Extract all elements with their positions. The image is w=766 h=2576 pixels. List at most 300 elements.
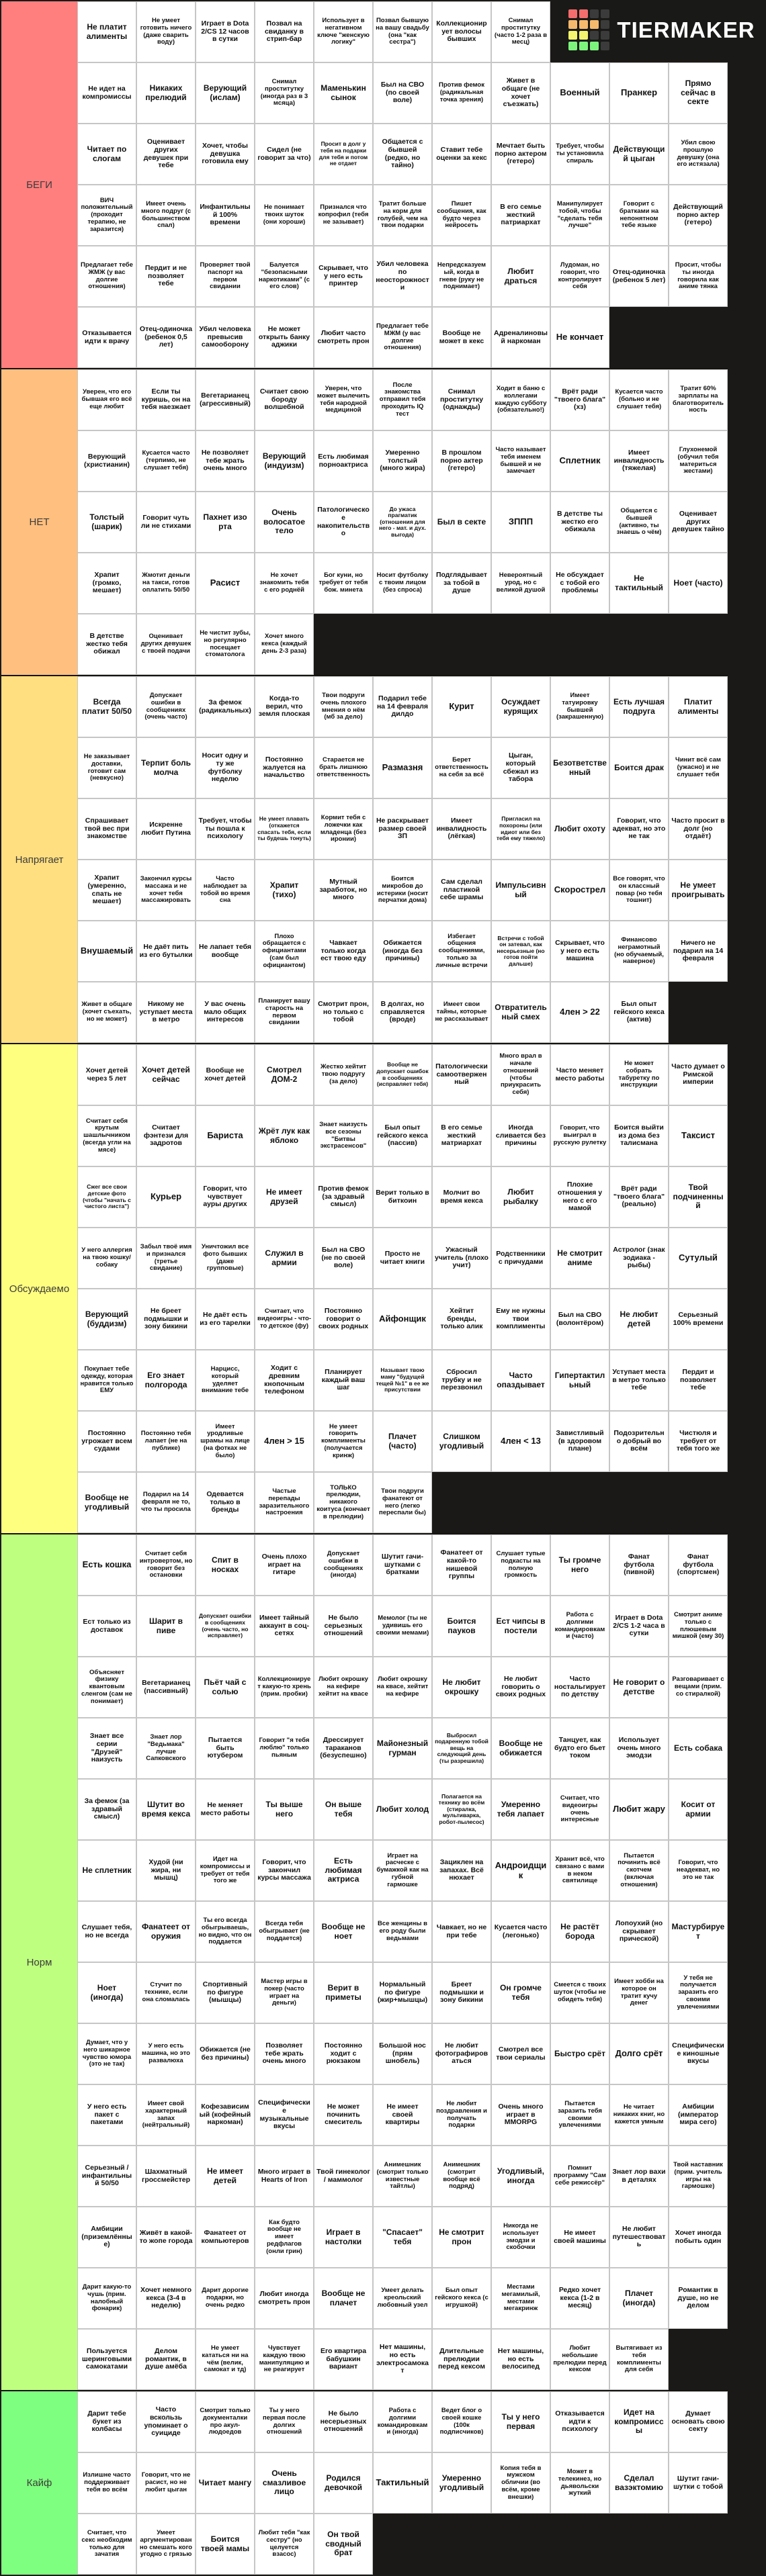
tier-cell[interactable]: 4лен < 13: [491, 1411, 550, 1472]
tier-cell[interactable]: Есть любимая актриса: [314, 1840, 373, 1901]
tier-cell[interactable]: Есть любимая порноактриса: [314, 430, 373, 492]
tier-cell[interactable]: Угодливый, иногда: [491, 2146, 550, 2207]
tier-cell[interactable]: Частые перепады заразительного настроения: [255, 1472, 314, 1533]
tier-cell[interactable]: Бреет подмышки и зону бикини: [432, 1962, 491, 2023]
tier-cell[interactable]: Манипулирует тобой, чтобы "сделать тебя лучше": [550, 185, 609, 246]
tier-cell[interactable]: Не позволяет тебе жрать очень много: [196, 430, 255, 492]
tier-cell[interactable]: Не бреет подмышки и зону бикини: [136, 1289, 196, 1350]
tier-cell[interactable]: За фемок (радикальных): [196, 676, 255, 737]
tier-cell[interactable]: Патологическое накопительство: [314, 492, 373, 553]
tier-cell[interactable]: Любит небольшие прелюдии перед кексом: [550, 2329, 609, 2390]
tier-cell[interactable]: Играет на расческе с бумажкой как на губной гармошке: [373, 1840, 432, 1901]
tier-cell[interactable]: Смотрел ДОМ-2: [255, 1044, 314, 1105]
tier-cell[interactable]: Уничтожил все фото бывших (даже групповые): [196, 1228, 255, 1289]
tier-cell[interactable]: Встречи с тобой он затевал, как несерьезные (но готов пойти дальше): [491, 921, 550, 982]
tier-cell[interactable]: Боится микробов до истерики (носит перчатки дома): [373, 860, 432, 921]
tier-cell[interactable]: Называет твою маму "будущей тещей №1" в ее же присутствии: [373, 1350, 432, 1411]
tier-cell[interactable]: Ты выше него: [255, 1779, 314, 1840]
tier-cell[interactable]: Имеет инвалидность (лёгкая): [432, 798, 491, 860]
tier-cell[interactable]: Живет в общаге (не хочет съезжать): [491, 62, 550, 124]
tier-cell[interactable]: Ты его всегда обыгрываешь, но видно, что он поддается: [196, 1901, 255, 1962]
tier-cell[interactable]: Умеет аргументированно смешать кого угодно с грязью: [136, 2514, 196, 2575]
tier-cell[interactable]: Подарил тебе на 14 февраля дилдо: [373, 676, 432, 737]
tier-cell[interactable]: Не имеет друзей: [255, 1166, 314, 1228]
tier-cell[interactable]: Ты у него первая после долгих отношений: [255, 2391, 314, 2452]
tier-cell[interactable]: Убил человека по неосторожности: [373, 246, 432, 307]
tier-cell[interactable]: Действующий порно актер (гетеро): [669, 185, 728, 246]
tier-cell[interactable]: Худой (ни жира, ни мышц): [136, 1840, 196, 1901]
tier-cell[interactable]: Не кончает: [550, 307, 609, 368]
tier-cell[interactable]: У него аллергия на твою кошку/собаку: [77, 1228, 136, 1289]
tier-cell[interactable]: Таксист: [669, 1105, 728, 1166]
tier-cell[interactable]: Не умеет готовить ничего (даже сварить воду): [136, 1, 196, 62]
tier-cell[interactable]: Тратит больше на корм для голубей, чем на твои подарки: [373, 185, 432, 246]
tier-cell[interactable]: Знает все серии "Друзей" наизусть: [77, 1718, 136, 1779]
tier-cell[interactable]: Родственники с причудами: [491, 1228, 550, 1289]
tier-cell[interactable]: Майонезный гурман: [373, 1718, 432, 1779]
tier-cell[interactable]: Чувствует каждую твою манипуляцию и не реагирует: [255, 2329, 314, 2390]
tier-cell[interactable]: После знакомства отправил тебя проходить IQ тест: [373, 369, 432, 430]
tier-cell[interactable]: Не платит алименты: [77, 1, 136, 62]
tier-cell[interactable]: Коллекционирует волосы бывших: [432, 1, 491, 62]
tier-cell[interactable]: Отказывается идти к психологу: [550, 2391, 609, 2452]
tier-cell[interactable]: Невероятный урод, но с великой душой: [491, 553, 550, 614]
tier-cell[interactable]: Плохо обращается с официантами (сам был официантом): [255, 921, 314, 982]
tier-cell[interactable]: Разговаривает с вещами (прим. со стиралкой): [669, 1657, 728, 1718]
tier-cell[interactable]: Твой подчиненный: [669, 1166, 728, 1228]
tier-cell[interactable]: Кусается часто (больно и не слушает тебя): [609, 369, 669, 430]
tier-cell[interactable]: Имеет свои тайны, которые не рассказывает: [432, 982, 491, 1043]
tier-cell[interactable]: Не было серьезных отношений: [314, 1596, 373, 1657]
tier-cell[interactable]: Ты у него первая: [491, 2391, 550, 2452]
tier-cell[interactable]: Закончил курсы массажа и не хочет тебя массажировать: [136, 860, 196, 921]
tier-cell[interactable]: Верующий (индуизм): [255, 430, 314, 492]
tier-cell[interactable]: Бариста: [196, 1105, 255, 1166]
tier-cell[interactable]: Адреналиновый наркоман: [491, 307, 550, 368]
tier-cell[interactable]: Допускает ошибки в сообщениях (очень часто, но исправляет): [196, 1596, 255, 1657]
tier-cell[interactable]: Финансово неграмотный (но обучаемый, наверное): [609, 921, 669, 982]
tier-cell[interactable]: Много врал в начале отношений (чтобы приукрасить себя): [491, 1044, 550, 1105]
tier-cell[interactable]: Быстро срёт: [550, 2023, 609, 2084]
tier-cell[interactable]: Говорит, что адекват, но это не так: [609, 798, 669, 860]
tier-cell[interactable]: Излишне часто поддерживает тебя во всём: [77, 2452, 136, 2514]
tier-cell[interactable]: Кусается часто (терпимо, не слушает тебя): [136, 430, 196, 492]
tier-cell[interactable]: Вообще не ноет: [314, 1901, 373, 1962]
tier-cell[interactable]: Жестко хейтит твою подругу (за дело): [314, 1044, 373, 1105]
tier-cell[interactable]: Не лапает тебя вообще: [196, 921, 255, 982]
tier-cell[interactable]: Никогда не использует эмодзи и скобочки: [491, 2207, 550, 2268]
tier-cell[interactable]: Любит жару: [609, 1779, 669, 1840]
tier-cell[interactable]: Внушаемый: [77, 921, 136, 982]
tier-cell[interactable]: Уверен, что его бывшая его всё еще любит: [77, 369, 136, 430]
tier-cell[interactable]: Отказывается идти к врачу: [77, 307, 136, 368]
tier-cell[interactable]: Помнит программу "Сам себе режиссёр": [550, 2146, 609, 2207]
tier-cell[interactable]: Храпит (тихо): [255, 860, 314, 921]
tier-cell[interactable]: Не чистит зубы, но регулярно посещает стоматолога: [196, 614, 255, 675]
tier-cell[interactable]: Хейтит бренды, только алик: [432, 1289, 491, 1350]
tier-cell[interactable]: Часто вскользь упоминает о суициде: [136, 2391, 196, 2452]
tier-cell[interactable]: В его семье жесткий матриархат: [432, 1105, 491, 1166]
tier-cell[interactable]: Часто думает о Римской империи: [669, 1044, 728, 1105]
tier-cell[interactable]: Не даёт пить из его бутылки: [136, 921, 196, 982]
tier-cell[interactable]: Старается не брать лишнюю ответственность: [314, 737, 373, 798]
tier-cell[interactable]: Имеет хобби на которое он тратит кучу денег: [609, 1962, 669, 2023]
tier-cell[interactable]: Никому не уступает места в метро: [136, 982, 196, 1043]
tier-cell[interactable]: У тебя не получается заразить его своими увлечениями: [669, 1962, 728, 2023]
tier-cell[interactable]: Часто меняет место работы: [550, 1044, 609, 1105]
tier-cell[interactable]: Живет в общаге (хочет съехать, но не может): [77, 982, 136, 1043]
tier-cell[interactable]: Знает наизусть все сезоны "Битвы экстрасенсов": [314, 1105, 373, 1166]
tier-cell[interactable]: Очень плохо играет на гитаре: [255, 1534, 314, 1596]
tier-cell[interactable]: Использует в негативном ключе "женскую логику": [314, 1, 373, 62]
tier-cell[interactable]: Читает мангу: [196, 2452, 255, 2514]
tier-cell[interactable]: Живёт в какой-то жопе города: [136, 2207, 196, 2268]
tier-cell[interactable]: Был опыт гейского кекса (актив): [609, 982, 669, 1043]
tier-cell[interactable]: Серьезный 100% времени: [669, 1289, 728, 1350]
tier-cell[interactable]: Может в телекинез, но дьявольски жуткий: [550, 2452, 609, 2514]
tier-cell[interactable]: Считает, что видеоигры очень интересные: [550, 1779, 609, 1840]
tier-cell[interactable]: Часто называет тебя именем бывшей и не замечает: [491, 430, 550, 492]
tier-cell[interactable]: Вообще не плачет: [314, 2268, 373, 2329]
tier-cell[interactable]: Боится пауков: [432, 1596, 491, 1657]
tier-cell[interactable]: Часто наблюдает за тобой во время сна: [196, 860, 255, 921]
tier-cell[interactable]: Андроидщик: [491, 1840, 550, 1901]
tier-cell[interactable]: Пердит и позволяет тебе: [669, 1350, 728, 1411]
tier-cell[interactable]: Платит алименты: [669, 676, 728, 737]
tier-cell[interactable]: Не может починить смеситель: [314, 2084, 373, 2146]
tier-cell[interactable]: Снимал проститутку (иногда раз в 3 мсяца): [255, 62, 314, 124]
tier-cell[interactable]: Дарит тебе букет из колбасы: [77, 2391, 136, 2452]
tier-cell[interactable]: Любит рыбалку: [491, 1166, 550, 1228]
tier-cell[interactable]: Ест только из доставок: [77, 1596, 136, 1657]
tier-cell[interactable]: Берет ответственность на себя за всё: [432, 737, 491, 798]
tier-cell[interactable]: Балуется "безопасными наркотиками" (с его слов): [255, 246, 314, 307]
tier-cell[interactable]: Импульсивный: [491, 860, 550, 921]
tier-cell[interactable]: Дарит дорогие подарки, но очень редко: [196, 2268, 255, 2329]
tier-cell[interactable]: Большой нос (прям шнобель): [373, 2023, 432, 2084]
tier-cell[interactable]: Умеренно тебя лапает: [491, 1779, 550, 1840]
tier-cell[interactable]: Говорит "я тебя люблю" только пьяным: [255, 1718, 314, 1779]
tier-cell[interactable]: Обижается (иногда без причины): [373, 921, 432, 982]
tier-cell[interactable]: Против фемок (за здравый смысл): [314, 1166, 373, 1228]
tier-cell[interactable]: Пытается быть ютубером: [196, 1718, 255, 1779]
tier-cell[interactable]: Верующий (ислам): [196, 62, 255, 124]
tier-cell[interactable]: Планирует каждый ваш шаг: [314, 1350, 373, 1411]
tier-cell[interactable]: Выбросил подаренную тобой вещь на следующий день (ты разрешила): [432, 1718, 491, 1779]
tier-cell[interactable]: Пригласил на похороны (или идиот или без тебя ему тяжело): [491, 798, 550, 860]
tier-cell[interactable]: Нет машины, но есть велосипед: [491, 2329, 550, 2390]
tier-cell[interactable]: Романтик в душе, но не делом: [669, 2268, 728, 2329]
tier-cell[interactable]: Верующий (христианин): [77, 430, 136, 492]
tier-cell[interactable]: Завистливый (в здоровом плане): [550, 1411, 609, 1472]
tier-cell[interactable]: Смотрел все твои сериалы: [491, 2023, 550, 2084]
tier-cell[interactable]: Он громче тебя: [491, 1962, 550, 2023]
tier-cell[interactable]: Убил свою прошлую девушку (она его истязала): [669, 124, 728, 185]
tier-cell[interactable]: Редко хочет кекса (1-2 в месяц): [550, 2268, 609, 2329]
tier-cell[interactable]: Вегетарианец (агрессивный): [196, 369, 255, 430]
tier-cell[interactable]: Шахматный гроссмейстер: [136, 2146, 196, 2207]
tier-cell[interactable]: 4лен > 22: [550, 982, 609, 1043]
tier-cell[interactable]: Инфантильный 100% времени: [196, 185, 255, 246]
tier-cell[interactable]: Был на СВО (не по своей воле): [314, 1228, 373, 1289]
tier-cell[interactable]: Фанатеет от какой-то нишевой группы: [432, 1534, 491, 1596]
tier-cell[interactable]: Ему не нужны твои комплименты: [491, 1289, 550, 1350]
tier-cell[interactable]: Маменькин сынок: [314, 62, 373, 124]
tier-cell[interactable]: Цыган, который сбежал из табора: [491, 737, 550, 798]
tier-cell[interactable]: В детстве ты жестко его обижала: [550, 492, 609, 553]
tier-cell[interactable]: Имеет тайный аккаунт в соц-сетях: [255, 1596, 314, 1657]
tier-cell[interactable]: Не умеет кататься ни на чём (велик, самокат и тд): [196, 2329, 255, 2390]
tier-cell[interactable]: Умеренно толстый (много жира): [373, 430, 432, 492]
tier-cell[interactable]: Допускает ошибки в сообщениях (очень часто): [136, 676, 196, 737]
tier-cell[interactable]: Ноет (иногда): [77, 1962, 136, 2023]
tier-cell[interactable]: Считает себя интровертом, но говорит без остановки: [136, 1534, 196, 1596]
tier-cell[interactable]: Всегда тебя обыгрывает (не поддается): [255, 1901, 314, 1962]
tier-cell[interactable]: Копия тебя в мужском обличии (во всём, кроме внешки): [491, 2452, 550, 2514]
tier-cell[interactable]: Проверяет твой паспорт на первом свидании: [196, 246, 255, 307]
tier-cell[interactable]: Не тактильный: [609, 553, 669, 614]
tier-cell[interactable]: За фемок (за здравый смысл): [77, 1779, 136, 1840]
tier-cell[interactable]: Есть собака: [669, 1718, 728, 1779]
tier-cell[interactable]: Нет машины, но есть электросамокат: [373, 2329, 432, 2390]
tier-cell[interactable]: Не любит путешествовать: [609, 2207, 669, 2268]
tier-cell[interactable]: Непредсказуемый, когда в гневе (руку не поднимает): [432, 246, 491, 307]
tier-cell[interactable]: Вообще не угодливый: [77, 1472, 136, 1533]
tier-cell[interactable]: Вообще не обижается: [491, 1718, 550, 1779]
tier-cell[interactable]: Сбросил трубку и не перезвонил: [432, 1350, 491, 1411]
tier-cell[interactable]: Кусается часто (легонько): [491, 1901, 550, 1962]
tier-cell[interactable]: Фанат футбола (спортсмен): [669, 1534, 728, 1596]
tier-cell[interactable]: Размазня: [373, 737, 432, 798]
tier-cell[interactable]: Допускает ошибки в сообщениях (иногда): [314, 1534, 373, 1596]
tier-cell[interactable]: Шарит в пиве: [136, 1596, 196, 1657]
tier-cell[interactable]: Не растёт борода: [550, 1901, 609, 1962]
tier-cell[interactable]: Смотрит только документалки про акул-людоедов: [196, 2391, 255, 2452]
tier-cell[interactable]: Оценивает других девушек при тебе: [136, 124, 196, 185]
tier-cell[interactable]: Ест чипсы в постели: [491, 1596, 550, 1657]
tier-cell[interactable]: Патологически самоотверженный: [432, 1044, 491, 1105]
tier-cell[interactable]: Считает себя крутым шашлычником (всегда угли на мясе): [77, 1105, 136, 1166]
tier-cell[interactable]: Глухонемой (обучил тебя материться жестами): [669, 430, 728, 492]
tier-cell[interactable]: Служил в армии: [255, 1228, 314, 1289]
tier-cell[interactable]: Общается с бывшей (редко, но тайно): [373, 124, 432, 185]
tier-cell[interactable]: Мемолог (ты не удивишь его своими мемами): [373, 1596, 432, 1657]
tier-cell[interactable]: Не умеет говорить комплименты (получается кринж): [314, 1411, 373, 1472]
tier-cell[interactable]: Не любит детей: [609, 1289, 669, 1350]
tier-cell[interactable]: Не имеет детей: [196, 2146, 255, 2207]
tier-cell[interactable]: Он выше тебя: [314, 1779, 373, 1840]
tier-cell[interactable]: Не имеет своей машины: [550, 2207, 609, 2268]
tier-cell[interactable]: Тактильный: [373, 2452, 432, 2514]
tier-cell[interactable]: Не раскрывает размер своей ЗП: [373, 798, 432, 860]
tier-cell[interactable]: Плачет (иногда): [609, 2268, 669, 2329]
tier-cell[interactable]: Осуждает курящих: [491, 676, 550, 737]
tier-cell[interactable]: Спортивный по фигуре (мышцы): [196, 1962, 255, 2023]
tier-cell[interactable]: Требует, чтобы ты установила спираль: [550, 124, 609, 185]
tier-cell[interactable]: Позвал на свиданку в стрип-бар: [255, 1, 314, 62]
tier-cell[interactable]: Ноет (часто): [669, 553, 728, 614]
tier-cell[interactable]: Твой гинеколог / маммолог: [314, 2146, 373, 2207]
tier-cell[interactable]: Говорит, что не расист, но не любит цыган: [136, 2452, 196, 2514]
tier-cell[interactable]: Убил человека превысив самооборону: [196, 307, 255, 368]
tiermaker-logo[interactable]: [558, 0, 766, 60]
tier-cell[interactable]: Считает фэнтези для задротов: [136, 1105, 196, 1166]
tier-cell[interactable]: Оценивает других девушек с твоей подачи: [136, 614, 196, 675]
tier-cell[interactable]: Его квартира бабушкин вариант: [314, 2329, 373, 2390]
tier-cell[interactable]: Хочет детей сейчас: [136, 1044, 196, 1105]
tier-cell[interactable]: В прошлом порно актер (гетеро): [432, 430, 491, 492]
tier-cell[interactable]: Пахнет изо рта: [196, 492, 255, 553]
tier-cell[interactable]: Местами мегамилый, местами мегакринж: [491, 2268, 550, 2329]
tier-cell[interactable]: Подглядывает за тобой в душе: [432, 553, 491, 614]
tier-cell[interactable]: Не любит говорить о своих родных: [491, 1657, 550, 1718]
tier-cell[interactable]: Сплетник: [550, 430, 609, 492]
tier-cell[interactable]: Коллекционирует какую-то хрень (прим. пробки): [255, 1657, 314, 1718]
tier-cell[interactable]: Играет в настолки: [314, 2207, 373, 2268]
tier-cell[interactable]: Не даёт есть из его тарелки: [196, 1289, 255, 1350]
tier-cell[interactable]: 4лен > 15: [255, 1411, 314, 1472]
tier-cell[interactable]: Предлагает тебе МЖМ (у вас долгие отношения): [373, 307, 432, 368]
tier-cell[interactable]: Позвал бывшую на вашу свадьбу (она "как сестра"): [373, 1, 432, 62]
tier-cell[interactable]: Пранкер: [609, 62, 669, 124]
tier-cell[interactable]: Астролог (знак зодиака - рыбы): [609, 1228, 669, 1289]
tier-cell[interactable]: Говорит с братками на непонятном тебе языке: [609, 185, 669, 246]
tier-cell[interactable]: Расист: [196, 553, 255, 614]
tier-cell[interactable]: Был опыт гейского кекса (пассив): [373, 1105, 432, 1166]
tier-cell[interactable]: Чинит всё сам (ужасно) и не слушает тебя: [669, 737, 728, 798]
tier-cell[interactable]: Говорит, что закончил курсы массажа: [255, 1840, 314, 1901]
tier-cell[interactable]: Много играет в Hearts of Iron: [255, 2146, 314, 2207]
tier-cell[interactable]: Врёт ради "твоего блага" (хз): [550, 369, 609, 430]
tier-cell[interactable]: Твои подруги очень плохого мнения о нём (мб за дело): [314, 676, 373, 737]
tier-cell[interactable]: Имеет уродливые шрамы на лице (на фотках не было): [196, 1411, 255, 1472]
tier-cell[interactable]: Хочет, чтобы девушка готовила ему: [196, 124, 255, 185]
tier-cell[interactable]: Все говорят, что он классный повар (но тебя тошнит): [609, 860, 669, 921]
tier-cell[interactable]: Носит футболку с твоим лицом (без спроса): [373, 553, 432, 614]
tier-cell[interactable]: Верит в приметы: [314, 1962, 373, 2023]
tier-cell[interactable]: Пердит и не позволяет тебе: [136, 246, 196, 307]
tier-cell[interactable]: Родился девочкой: [314, 2452, 373, 2514]
tier-cell[interactable]: Долго срёт: [609, 2023, 669, 2084]
tier-cell[interactable]: Отец-одиночка (ребенок 5 лет): [609, 246, 669, 307]
tier-cell[interactable]: Зациклен на запахах. Всё нюхает: [432, 1840, 491, 1901]
tier-cell[interactable]: Любит холод: [373, 1779, 432, 1840]
tier-cell[interactable]: Не может собрать табуретку по инструкции: [609, 1044, 669, 1105]
tier-cell[interactable]: Предлагает тебе ЖМЖ (у вас долгие отношения): [77, 246, 136, 307]
tier-cell[interactable]: Есть лучшая подруга: [609, 676, 669, 737]
tier-cell[interactable]: Играет в Dota 2/CS 1-2 часа в сутки: [609, 1596, 669, 1657]
tier-cell[interactable]: Не заказывает доставки, готовит сам (невкусно): [77, 737, 136, 798]
tier-cell[interactable]: Храпит (громко, мешает): [77, 553, 136, 614]
tier-cell[interactable]: Всегда платит 50/50: [77, 676, 136, 737]
tier-cell[interactable]: Нормальный по фигуре (жир+мышцы): [373, 1962, 432, 2023]
tier-cell[interactable]: Чистюля и требует от тебя того же: [669, 1411, 728, 1472]
tier-cell[interactable]: Против фемок (радикальная точка зрения): [432, 62, 491, 124]
tier-cell[interactable]: Не было несерьезных отношений: [314, 2391, 373, 2452]
tier-cell[interactable]: ЗППП: [491, 492, 550, 553]
tier-cell[interactable]: Работа с долгими командировками (часто): [550, 1596, 609, 1657]
tier-cell[interactable]: Подарил на 14 февраля не то, что ты просила: [136, 1472, 196, 1533]
tier-cell[interactable]: Оценивает других девушек тайно: [669, 492, 728, 553]
tier-cell[interactable]: Думает, что у него шикарное чувство юмора (это не так): [77, 2023, 136, 2084]
tier-cell[interactable]: Не хочет знакомить тебя с его роднёй: [255, 553, 314, 614]
tier-cell[interactable]: Не смотрит аниме: [550, 1228, 609, 1289]
tier-cell[interactable]: Признался что копрофил (тебя не зазывает): [314, 185, 373, 246]
tier-cell[interactable]: У вас очень мало общих интересов: [196, 982, 255, 1043]
tier-cell[interactable]: Ходит с древним кнопочным телефоном: [255, 1350, 314, 1411]
tier-cell[interactable]: Использует очень много эмодзи: [609, 1718, 669, 1779]
tier-cell[interactable]: Позволяет тебе жрать очень много: [255, 2023, 314, 2084]
tier-cell[interactable]: Плохие отношения у него с его мамой: [550, 1166, 609, 1228]
tier-cell[interactable]: Хранит всё, что связано с вами в неком святилище: [550, 1840, 609, 1901]
tier-cell[interactable]: Боится выйти из дома без талисмана: [609, 1105, 669, 1166]
tier-cell[interactable]: Чавкает, но не при тебе: [432, 1901, 491, 1962]
tier-cell[interactable]: В долгах, но справляется (вроде): [373, 982, 432, 1043]
tier-cell[interactable]: Идет на компромиссы: [609, 2391, 669, 2452]
tier-cell[interactable]: Никаких прелюдий: [136, 62, 196, 124]
tier-cell[interactable]: Не читает никаких книг, но кажется умным: [609, 2084, 669, 2146]
tier-cell[interactable]: Имеет инвалидность (тяжелая): [609, 430, 669, 492]
tier-cell[interactable]: Постоянно угрожает всем судами: [77, 1411, 136, 1472]
tier-cell[interactable]: Твой наставник (прим. учитель игры на гармошке): [669, 2146, 728, 2207]
tier-cell[interactable]: Был опыт гейского кекса (с игрушкой): [432, 2268, 491, 2329]
tier-cell[interactable]: Слушает тупые подкасты на полную громкость: [491, 1534, 550, 1596]
tier-cell[interactable]: Сжег все свои детские фото (чтобы "начать с чистого листа"): [77, 1166, 136, 1228]
tier-cell[interactable]: Пишет сообщения, как будто через нейросеть: [432, 185, 491, 246]
tier-cell[interactable]: Сидел (не говорит за что): [255, 124, 314, 185]
tier-cell[interactable]: Смотрит прон, но только с тобой: [314, 982, 373, 1043]
tier-cell[interactable]: Был на СВО (волонтёром): [550, 1289, 609, 1350]
tier-cell[interactable]: Боится драк: [609, 737, 669, 798]
tier-cell[interactable]: Любит иногда смотреть прон: [255, 2268, 314, 2329]
tier-cell[interactable]: Не понимает твоих шуток (они хороши): [255, 185, 314, 246]
tier-cell[interactable]: Кормит тебя с ложечки как младенца (без иронии): [314, 798, 373, 860]
tier-cell[interactable]: Ужасный учитель (плохо учит): [432, 1228, 491, 1289]
tier-cell[interactable]: Скрывает, что у него есть принтер: [314, 246, 373, 307]
tier-cell[interactable]: Пьёт чай с солью: [196, 1657, 255, 1718]
tier-cell[interactable]: У него есть пакет с пакетами: [77, 2084, 136, 2146]
tier-cell[interactable]: Делом романтик, в душе амёба: [136, 2329, 196, 2390]
tier-cell[interactable]: Фанат футбола (пивной): [609, 1534, 669, 1596]
tier-cell[interactable]: Безответственный: [550, 737, 609, 798]
tier-cell[interactable]: Не любит поздравления и получать подарки: [432, 2084, 491, 2146]
tier-cell[interactable]: Уступает места в метро только тебе: [609, 1350, 669, 1411]
tier-cell[interactable]: Специфические музыкальные вкусы: [255, 2084, 314, 2146]
tier-cell[interactable]: Шутит гачи-шутками с братками: [373, 1534, 432, 1596]
tier-cell[interactable]: Гипертактильный: [550, 1350, 609, 1411]
tier-cell[interactable]: Мастер игры в покер (часто играет на деньги): [255, 1962, 314, 2023]
tier-cell[interactable]: Не любит окрошку: [432, 1657, 491, 1718]
tier-cell[interactable]: Требует, чтобы ты пошла к психологу: [196, 798, 255, 860]
tier-cell[interactable]: Вообще не допускает ошибок в сообщениях (исправляет тебя): [373, 1044, 432, 1105]
tier-cell[interactable]: Не умеет проигрывать: [669, 860, 728, 921]
tier-cell[interactable]: Специфические киношные вкусы: [669, 2023, 728, 2084]
tier-cell[interactable]: Пользуется шеринговыми самокатами: [77, 2329, 136, 2390]
tier-cell[interactable]: Постоянно ходит с рюкзаком: [314, 2023, 373, 2084]
tier-cell[interactable]: Отвратительный смех: [491, 982, 550, 1043]
tier-cell[interactable]: Хочет детей через 5 лет: [77, 1044, 136, 1105]
tier-cell[interactable]: Ведет блог о своей кошке (100к подписчиков): [432, 2391, 491, 2452]
tier-cell[interactable]: Танцует, как будто его бьет током: [550, 1718, 609, 1779]
tier-cell[interactable]: До ужаса прагматик (отношения для него - мат. и дух. выгода): [373, 492, 432, 553]
tier-cell[interactable]: Избегает общения сообщениями, только за личные встречи: [432, 921, 491, 982]
tier-cell[interactable]: Он твой сводный брат: [314, 2514, 373, 2575]
tier-cell[interactable]: Не имеет своей квартиры: [373, 2084, 432, 2146]
tier-cell[interactable]: Часто опаздывает: [491, 1350, 550, 1411]
tier-cell[interactable]: Сутулый: [669, 1228, 728, 1289]
tier-cell[interactable]: Постоянно жалуется на начальство: [255, 737, 314, 798]
tier-cell[interactable]: Врёт ради "твоего блага" (реально): [609, 1166, 669, 1228]
